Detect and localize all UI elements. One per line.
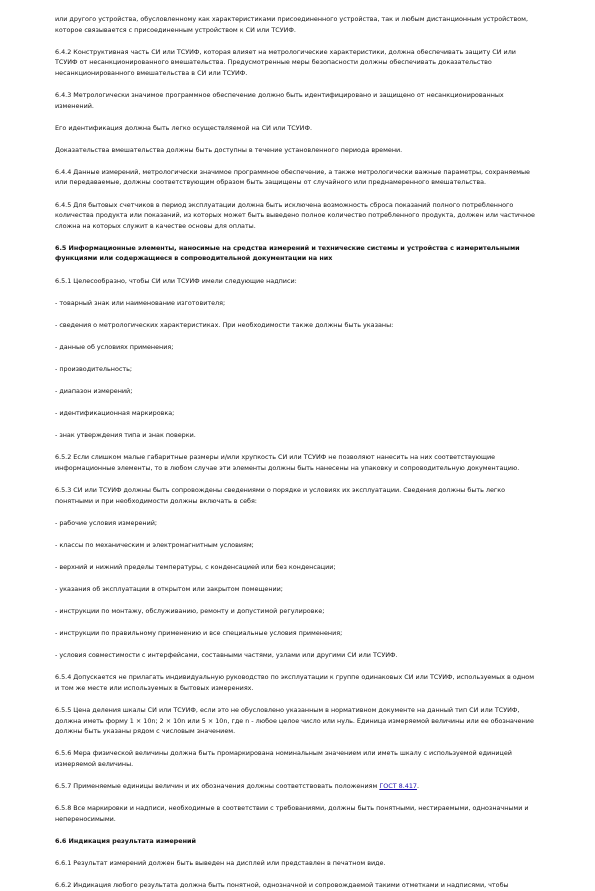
gost-8-417-link[interactable]: ГОСТ 8.417 bbox=[379, 781, 417, 790]
text-line: измеряемой величины. bbox=[55, 759, 134, 768]
list-item bbox=[55, 562, 557, 573]
paragraph-evidence bbox=[55, 145, 557, 156]
list-item bbox=[55, 386, 557, 397]
paragraph-6-5-8 bbox=[55, 803, 557, 824]
text-line: 6.4.3 Метрологически значимое программное обеспечение должно быть идентифицировано и защищено от несанкционированных bbox=[55, 90, 504, 99]
text-line: - знак утверждения типа и знак поверки. bbox=[55, 431, 196, 440]
paragraph-6-5-1 bbox=[55, 276, 557, 287]
text-line: 6.4.5 Для бытовых счетчиков в период эксплуатации должна быть исключена возможность сброса показаний полного потребленного bbox=[55, 200, 514, 209]
list-item bbox=[55, 650, 557, 661]
text-line: или другого устройства, обусловленному как характеристиками присоединенного устройства, так и любым дистанционным устройством, bbox=[55, 15, 529, 23]
paragraph-6-5-2 bbox=[55, 452, 557, 473]
text-line: понятными и при необходимости должны включать в себя: bbox=[55, 496, 257, 505]
text-line: сложна на которых служит в качестве основы для оплаты. bbox=[55, 221, 256, 230]
text-line: ТСУИФ от несанкционированного вмешательства. Предусмотренные меры безопасности должны обеспечивать доказательство bbox=[55, 58, 492, 67]
text-line: должны быть указаны рядом с числовым значением. bbox=[55, 727, 236, 736]
text-line: 6.6 Индикация результата измерений bbox=[55, 836, 196, 845]
paragraph-identification bbox=[55, 123, 557, 134]
text-line: 6.6.2 Индикация любого результата должна быть понятной, однозначной и сопровождаемой такими отметками и надписями, чтобы bbox=[55, 880, 509, 889]
text-line: 6.5 Информационные элементы, наносимые на средства измерений и технические системы и устройства с измерительными bbox=[55, 243, 520, 252]
text-line: информационные элементы, то в любом случае эти элементы должны быть нанесены на упаковку и сопроводительную документацию. bbox=[55, 463, 520, 472]
text-line: изменений. bbox=[55, 101, 94, 110]
paragraph-text: 6.5.7 Применяемые единицы величин и их обозначения должны соответствовать положениям bbox=[55, 781, 380, 790]
list-item bbox=[55, 628, 557, 639]
paragraph-6-5-3 bbox=[55, 485, 557, 506]
paragraph-6-5-6 bbox=[55, 748, 557, 769]
text-line: Доказательства вмешательства должны быть доступны в течение установленного периода времени. bbox=[55, 145, 403, 154]
paragraph-6-4-4 bbox=[55, 167, 557, 188]
list-item bbox=[55, 606, 557, 617]
text-line: 6.5.2 Если слишком малые габаритные размеры и/или хрупкость СИ или ТСУИФ не позволяют нанесить на них соответствующие bbox=[55, 453, 496, 462]
text-line: которое связывается с присоединенным устройством к СИ или ТСУИФ. bbox=[55, 25, 296, 34]
text-line: 6.6.1 Результат измерений должен быть выведен на дисплей или представлен в печатном виде. bbox=[55, 858, 386, 867]
text-line: - инструкции по правильному применению и все специальные условия применения; bbox=[55, 629, 343, 638]
paragraph-6-6-1 bbox=[55, 858, 557, 869]
text-line: 6.4.4 Данные измерений, метрологически значимое программное обеспечение, а также метрологически важные параметры, сохраняемые bbox=[55, 167, 530, 176]
list-item bbox=[55, 364, 557, 375]
list-item bbox=[55, 320, 557, 331]
text-line: и том же месте или используемых в бытовых измерениях. bbox=[55, 683, 254, 692]
paragraph-text-end: . bbox=[416, 781, 419, 790]
text-line: - рабочие условия измерений; bbox=[55, 518, 158, 527]
text-line: - диапазон измерений; bbox=[55, 386, 133, 395]
text-line: 6.5.5 Цена деления шкалы СИ или ТСУИФ, если это не обусловлено указанным в нормативном документе на данный тип СИ или ТСУИФ, bbox=[55, 705, 520, 714]
text-line: - условия совместимости с интерфейсами, составными частями, узлами или другими СИ или ТСУИФ. bbox=[55, 651, 398, 660]
paragraph-6-4-3 bbox=[55, 90, 557, 111]
text-line: Его идентификация должна быть легко осуществляемой на СИ или ТСУИФ. bbox=[55, 123, 312, 132]
text-line: 6.4.2 Конструктивная часть СИ или ТСУИФ, которая влияет на метрологические характеристики, должна обеспечивать защиту СИ или bbox=[55, 47, 516, 56]
list-item bbox=[55, 298, 557, 309]
paragraph-6-4-5 bbox=[55, 200, 557, 232]
text-line: несанкционированного вмешательства в СИ или ТСУИФ. bbox=[55, 68, 248, 77]
text-line: - сведения о метрологических характеристиках. При необходимости также должны быть указаны: bbox=[55, 320, 394, 329]
text-line: 6.5.3 СИ или ТСУИФ должны быть сопровождены сведениями о порядке и условиях их эксплуатации. Сведения должны быть легко bbox=[55, 485, 506, 494]
text-line: - идентификационная маркировка; bbox=[55, 409, 175, 418]
list-item bbox=[55, 540, 557, 551]
list-item bbox=[55, 408, 557, 419]
text-line: 6.5.1 Целесообразно, чтобы СИ или ТСУИФ имели следующие надписи: bbox=[55, 276, 297, 285]
paragraph-intro-continuation bbox=[55, 14, 557, 35]
text-line: - производительность; bbox=[55, 364, 133, 373]
list-item bbox=[55, 584, 557, 595]
text-line: - указания об эксплуатации в открытом или закрытом помещении; bbox=[55, 584, 283, 593]
text-line: 6.5.8 Все маркировки и надписи, необходимые в соответствии с требованиями, должны быть понятными, нестираемыми, однозначными и bbox=[55, 804, 529, 813]
section-heading-6-6 bbox=[55, 836, 557, 847]
text-line: 6.5.4 Допускается не прилагать индивидуальную руководство по эксплуатации к группе одинаковых СИ или ТСУИФ, используемых в одном bbox=[55, 673, 535, 682]
text-line bbox=[55, 781, 557, 792]
text-line: - товарный знак или наименование изготовителя; bbox=[55, 298, 226, 307]
paragraph-6-4-2 bbox=[55, 47, 557, 79]
text-line: функциями или содержащиеся в сопроводительной документации на них bbox=[55, 254, 333, 263]
text-line: - верхний и нижний пределы температуры, с конденсацией или без конденсации; bbox=[55, 562, 336, 571]
text-line: - классы по механическим и электромагнитным условиям; bbox=[55, 540, 254, 549]
paragraph-6-5-4 bbox=[55, 672, 557, 693]
text-line: или передаваемые, должны соответствующим образом быть защищены от случайного или преднамеренного вмешательства. bbox=[55, 178, 487, 187]
paragraph-6-5-7 bbox=[55, 781, 557, 792]
text-line: 6.5.6 Мера физической величины должна быть промаркирована номинальным значением или иметь шкалу с используемой единицей bbox=[55, 749, 512, 758]
list-item bbox=[55, 518, 557, 529]
text-line: должна иметь форму 1 × 10n; 2 × 10n или 5 × 10n, где n - любое целое число или нуль. Единица измеряемой величины или ее обозначение bbox=[55, 716, 534, 725]
list-item bbox=[55, 342, 557, 353]
text-line: количества продукта или показаний, из которых может быть выведено полное количество потребленного продукта, должен или частичное bbox=[55, 211, 535, 220]
text-line: непереносимыми. bbox=[55, 814, 116, 823]
text-line: - инструкции по монтажу, обслуживанию, ремонту и допустимой регулировке; bbox=[55, 607, 325, 615]
list-item bbox=[55, 430, 557, 441]
paragraph-6-6-2 bbox=[55, 880, 557, 891]
text-line: - данные об условиях применения; bbox=[55, 342, 174, 351]
section-heading-6-5 bbox=[55, 243, 557, 264]
paragraph-6-5-5 bbox=[55, 705, 557, 737]
